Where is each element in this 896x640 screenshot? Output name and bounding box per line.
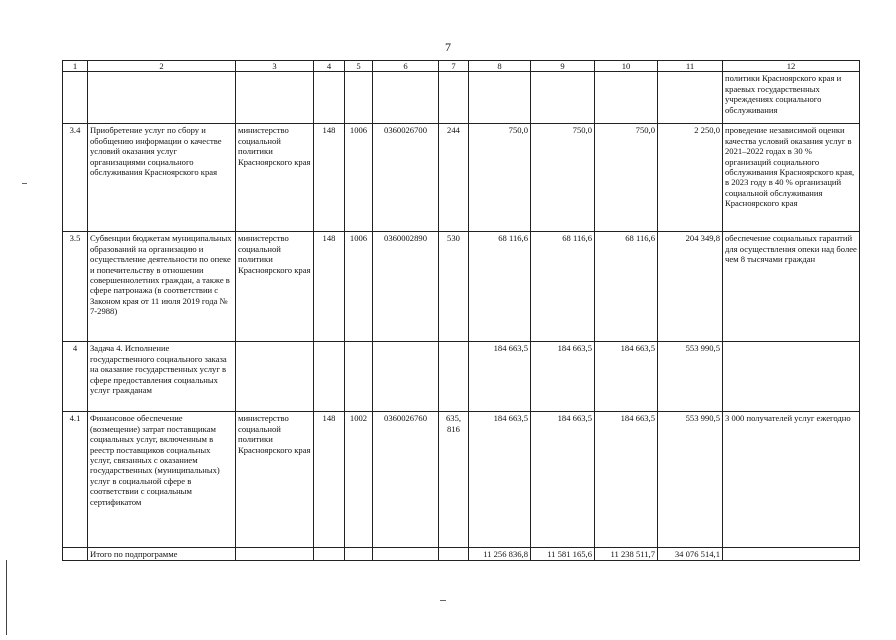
table-row: [63, 72, 860, 124]
cell-total: 553 990,5: [658, 342, 723, 412]
cell-year-2: 11 581 165,6: [531, 548, 595, 560]
cell-row-number: 3.4: [63, 124, 88, 232]
scan-edge-line: [6, 560, 7, 635]
column-header: 1: [63, 61, 88, 72]
cell-year-3: [595, 72, 658, 124]
cell-total: [658, 72, 723, 124]
cell-vr: 635, 816: [439, 412, 469, 548]
cell-vr: [439, 342, 469, 412]
cell-csr: [373, 548, 439, 560]
cell-responsible: министерство социальной политики Красноярского края: [236, 412, 314, 548]
page-number: 7: [445, 40, 451, 54]
table-row: [63, 232, 860, 342]
cell-grbs: 148: [314, 412, 345, 548]
cell-section: 1006: [345, 124, 373, 232]
cell-total: 553 990,5: [658, 412, 723, 548]
cell-csr: [373, 342, 439, 412]
cell-csr: 0360026700: [373, 124, 439, 232]
cell-year-3: 184 663,5: [595, 342, 658, 412]
cell-result: 3 000 получателей услуг ежегодно: [723, 412, 860, 548]
cell-grbs: [314, 72, 345, 124]
cell-result: [723, 548, 860, 560]
cell-year-2: 750,0: [531, 124, 595, 232]
scan-mark: [22, 183, 27, 184]
cell-row-number: 4.1: [63, 412, 88, 548]
cell-description: Финансовое обеспечение (возмещение) затрат поставщикам социальных услуг, включенным в реестр поставщиков социальных услуг, связанных с оказанием государственных (муниципальных) услуг в социальной сфере в соответствии с социальным сертификатом: [88, 412, 236, 548]
cell-year-3: 184 663,5: [595, 412, 658, 548]
cell-year-3: 68 116,6: [595, 232, 658, 342]
table-row: [63, 412, 860, 548]
cell-description: Задача 4. Исполнение государственного социального заказа на оказание государственных услуг в сфере предоставления социальных услуг гражданам: [88, 342, 236, 412]
cell-year-1: 184 663,5: [469, 342, 531, 412]
cell-year-1: [469, 72, 531, 124]
cell-grbs: [314, 342, 345, 412]
cell-description: [88, 72, 236, 124]
cell-grbs: [314, 548, 345, 560]
cell-csr: 0360026760: [373, 412, 439, 548]
cell-vr: 530: [439, 232, 469, 342]
cell-row-number: 4: [63, 342, 88, 412]
cell-year-1: 68 116,6: [469, 232, 531, 342]
column-header: 8: [469, 61, 531, 72]
cell-grbs: 148: [314, 124, 345, 232]
cell-result: обеспечение социальных гарантий для осуществления опеки над более чем 8 тысячами граждан: [723, 232, 860, 342]
cell-description: Приобретение услуг по сбору и обобщению информации о качестве условий оказания услуг организациями социального обслуживания Красноярского края: [88, 124, 236, 232]
column-header: 2: [88, 61, 236, 72]
column-header: 6: [373, 61, 439, 72]
column-header: 7: [439, 61, 469, 72]
cell-section: 1006: [345, 232, 373, 342]
cell-year-3: 11 238 511,7: [595, 548, 658, 560]
cell-result: проведение независимой оценки качества условий оказания услуг в 2021–2022 годах в 30 % организаций социального обслуживания Красноярского края, в 2023 году в 40 % организаций социальной обслуживания Красноярского края: [723, 124, 860, 232]
cell-result: [723, 342, 860, 412]
cell-row-number: 3.5: [63, 232, 88, 342]
cell-total: 204 349,8: [658, 232, 723, 342]
cell-section: [345, 342, 373, 412]
cell-responsible: [236, 72, 314, 124]
column-header: 12: [723, 61, 860, 72]
cell-vr: [439, 548, 469, 560]
cell-section: [345, 548, 373, 560]
table-row: [63, 124, 860, 232]
column-header: 9: [531, 61, 595, 72]
cell-year-2: [531, 72, 595, 124]
cell-result: политики Красноярского края и краевых государственных учреждениях социального обслуживания: [723, 72, 860, 124]
cell-responsible: министерство социальной политики Красноярского края: [236, 124, 314, 232]
scan-mark: [440, 600, 446, 601]
cell-section: 1002: [345, 412, 373, 548]
cell-responsible: [236, 342, 314, 412]
cell-description: Итого по подпрограмме: [88, 548, 236, 560]
column-header: 5: [345, 61, 373, 72]
header-row: [63, 61, 860, 72]
cell-year-1: 750,0: [469, 124, 531, 232]
cell-year-2: 184 663,5: [531, 412, 595, 548]
cell-vr: [439, 72, 469, 124]
cell-year-3: 750,0: [595, 124, 658, 232]
cell-year-1: 184 663,5: [469, 412, 531, 548]
table-row: [63, 342, 860, 412]
cell-csr: 0360002890: [373, 232, 439, 342]
column-header: 10: [595, 61, 658, 72]
cell-description: Субвенции бюджетам муниципальных образований на организацию и осуществление деятельности по опеке и попечительству в отношении совершеннолетних граждан, а также в сфере патронажа (в соответствии с Законом края от 11 июля 2019 года № 7-2988): [88, 232, 236, 342]
cell-year-2: 68 116,6: [531, 232, 595, 342]
budget-table: [62, 60, 860, 561]
total-row: [63, 548, 860, 560]
column-header: 4: [314, 61, 345, 72]
cell-row-number: [63, 548, 88, 560]
cell-grbs: 148: [314, 232, 345, 342]
cell-total: 34 076 514,1: [658, 548, 723, 560]
cell-vr: 244: [439, 124, 469, 232]
column-header: 3: [236, 61, 314, 72]
cell-year-2: 184 663,5: [531, 342, 595, 412]
cell-responsible: министерство социальной политики Красноярского края: [236, 232, 314, 342]
cell-row-number: [63, 72, 88, 124]
cell-section: [345, 72, 373, 124]
cell-total: 2 250,0: [658, 124, 723, 232]
cell-responsible: [236, 548, 314, 560]
cell-year-1: 11 256 836,8: [469, 548, 531, 560]
cell-csr: [373, 72, 439, 124]
column-header: 11: [658, 61, 723, 72]
